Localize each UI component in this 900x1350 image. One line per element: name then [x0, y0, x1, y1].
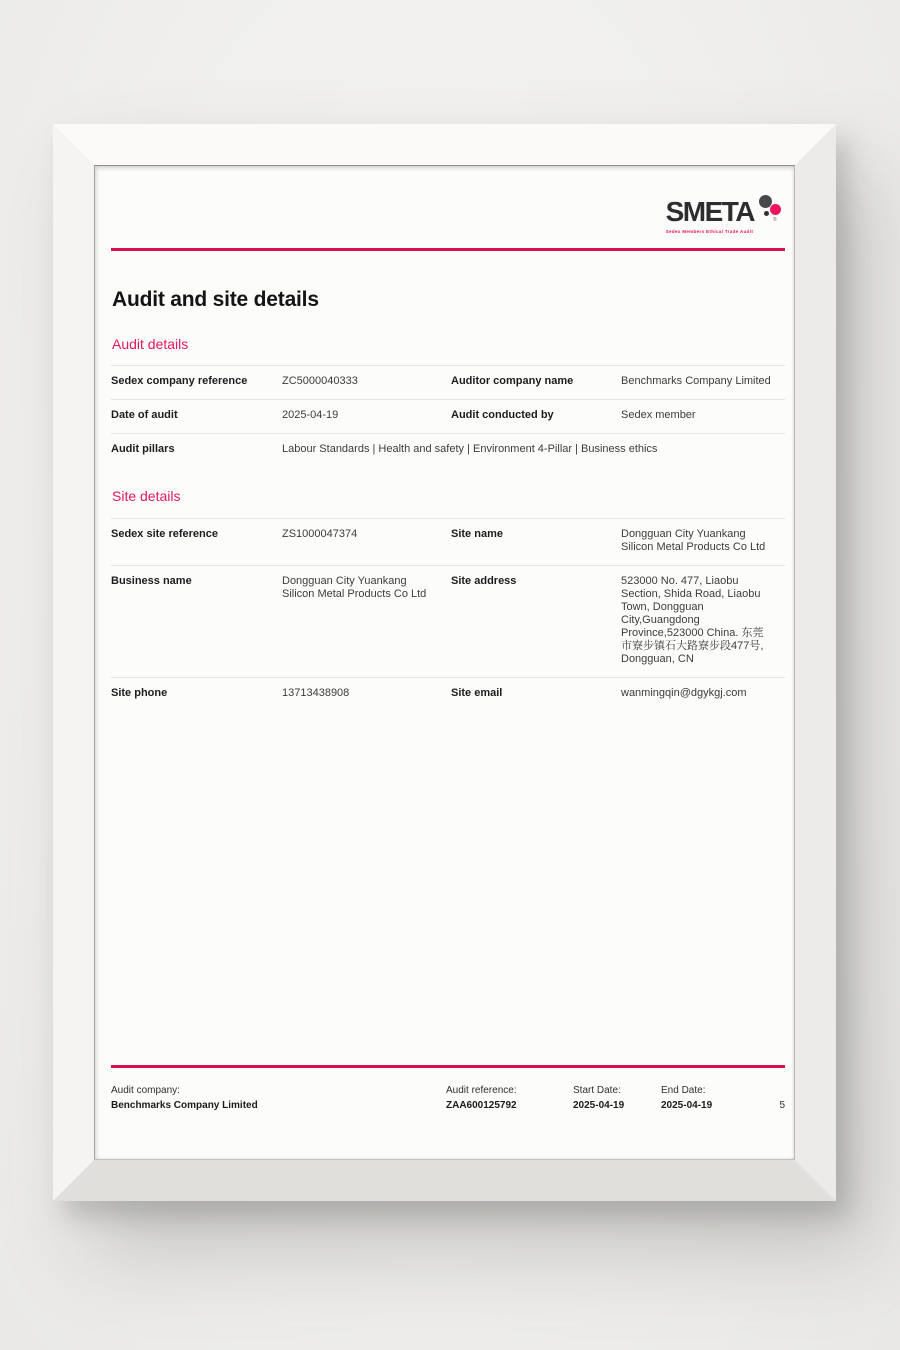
- footer-label: Audit company:: [111, 1085, 180, 1096]
- smeta-tagline: Sedex Members Ethical Trade Audit: [665, 229, 754, 234]
- document-page: [94, 165, 795, 1160]
- table-row: [111, 565, 785, 677]
- field-value: Labour Standards | Health and safety | Environment 4-Pillar | Business ethics: [282, 443, 658, 455]
- field-label: Site address: [451, 575, 517, 587]
- footer-start-date: [573, 1083, 624, 1113]
- field-value: 2025-04-19: [282, 409, 339, 421]
- table-row: [111, 399, 785, 433]
- field-value: 13713438908: [282, 687, 350, 699]
- footer-audit-company: [111, 1083, 258, 1113]
- table-row: [111, 365, 785, 399]
- site-details-heading: Site details: [112, 488, 181, 504]
- page-content: [111, 166, 785, 1159]
- smeta-dot-pink-icon: [770, 204, 781, 215]
- field-label: Auditor company name: [451, 375, 574, 387]
- audit-details-heading: Audit details: [112, 336, 189, 352]
- field-value: wanmingqin@dgykgj.com: [621, 687, 747, 699]
- field-label: Site name: [451, 528, 503, 540]
- field-label: Business name: [111, 575, 192, 587]
- smeta-logo: [665, 196, 783, 234]
- field-value: Sedex member: [621, 409, 696, 421]
- smeta-wordmark: SMETA: [665, 196, 754, 227]
- field-label: Site phone: [111, 687, 168, 699]
- footer-rule: [111, 1065, 785, 1068]
- field-value: 523000 No. 477, Liaobu Section, Shida Road, Liaobu Town, Dongguan City,Guangdong Province,523000 China. 东莞市寮步镇石大路寮步段477号, Dongguan, CN: [621, 575, 764, 665]
- field-value: Benchmarks Company Limited: [621, 375, 771, 387]
- footer-end-date: [661, 1083, 712, 1113]
- field-value: Dongguan City Yuankang Silicon Metal Products Co Ltd: [621, 528, 766, 553]
- smeta-dots-icon: [756, 199, 783, 227]
- smeta-dot-small-icon: [764, 211, 769, 216]
- page-footer: [111, 1083, 785, 1115]
- smeta-logo-row: [665, 196, 783, 227]
- field-label: Sedex site reference: [111, 528, 219, 540]
- field-label: Site email: [451, 687, 503, 699]
- picture-frame: [53, 124, 836, 1201]
- registered-trademark: ®: [773, 217, 777, 223]
- footer-label: Audit reference:: [446, 1085, 517, 1096]
- site-details-table: [111, 518, 785, 711]
- footer-value: 2025-04-19: [573, 1100, 625, 1111]
- field-value: Dongguan City Yuankang Silicon Metal Products Co Ltd: [282, 575, 427, 600]
- footer-label: Start Date:: [573, 1085, 621, 1096]
- field-label: Audit conducted by: [451, 409, 554, 421]
- footer-label: End Date:: [661, 1085, 706, 1096]
- page-number: 5: [779, 1100, 785, 1111]
- page-title: Audit and site details: [112, 288, 319, 311]
- field-label: Date of audit: [111, 409, 178, 421]
- footer-value: ZAA600125792: [446, 1100, 517, 1111]
- footer-value: 2025-04-19: [661, 1100, 713, 1111]
- table-row: [111, 433, 785, 467]
- header-rule: [111, 248, 785, 251]
- field-label: Audit pillars: [111, 443, 175, 455]
- table-row: [111, 518, 785, 565]
- audit-details-table: [111, 365, 785, 467]
- table-row: [111, 677, 785, 711]
- field-label: Sedex company reference: [111, 375, 248, 387]
- footer-audit-reference: [446, 1083, 517, 1113]
- field-value: ZS1000047374: [282, 528, 358, 540]
- footer-value: Benchmarks Company Limited: [111, 1100, 258, 1111]
- field-value: ZC5000040333: [282, 375, 358, 387]
